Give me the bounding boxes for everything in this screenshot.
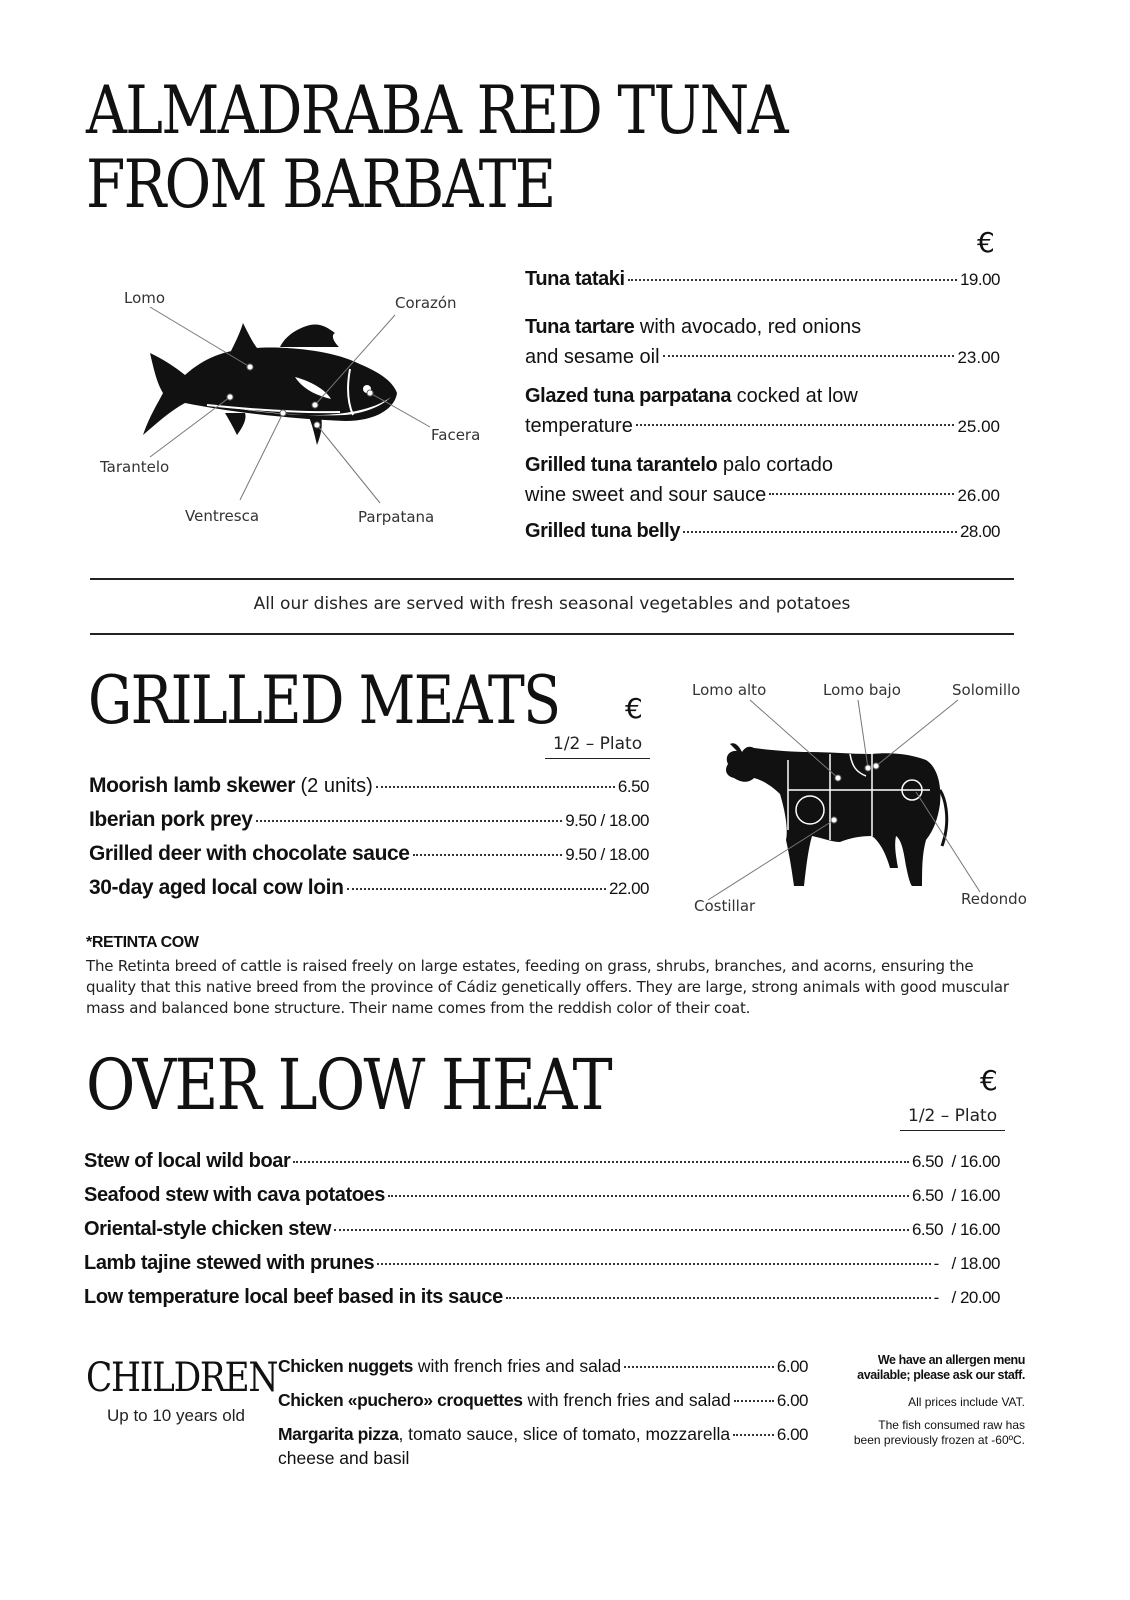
meat-item-deer: [89, 842, 649, 866]
tuna-label-facera: Facera: [431, 426, 481, 444]
children-subtitle: Up to 10 years old: [107, 1406, 245, 1425]
divider-bottom: [90, 633, 1014, 635]
children-item-desc: , tomato sauce, slice of tomato, mozzarella: [398, 1424, 731, 1444]
leader-dots: [506, 1297, 931, 1299]
children-item-nuggets: [278, 1356, 808, 1377]
divider-top: [90, 578, 1014, 580]
low-item-price: 6.50 / 16.00: [911, 1220, 1000, 1239]
allergen-line2: available; please ask our staff.: [857, 1368, 1025, 1382]
cow-label-lomo-bajo: Lomo bajo: [823, 681, 901, 699]
tuna-item-desc: with avocado, red onions: [634, 316, 862, 338]
vat-note: All prices include VAT.: [908, 1395, 1025, 1409]
children-title: CHILDREN: [86, 1355, 278, 1401]
meat-item-name: Grilled deer with chocolate sauce: [89, 842, 410, 865]
allergen-line1: We have an allergen menu: [877, 1353, 1025, 1367]
tuna-item-desc2: and sesame oil: [525, 346, 660, 368]
leader-dots: [293, 1161, 909, 1163]
children-item-pizza-desc2: cheese and basil: [278, 1448, 410, 1468]
low-heat-portion-label: 1/2 – Plato: [900, 1106, 1005, 1131]
low-item-price: 6.50 / 16.00: [911, 1186, 1000, 1205]
meats-currency-symbol: €: [625, 692, 643, 725]
meat-item-cow-loin: [89, 876, 649, 900]
children-item-name: Chicken «puchero» croquettes: [278, 1390, 523, 1410]
leader-dots: [256, 820, 563, 822]
leader-dots: [628, 279, 957, 281]
cow-label-costillar: Costillar: [694, 897, 756, 915]
meat-item-price: 6.50: [617, 777, 649, 796]
tuna-item-belly: [525, 520, 1000, 543]
tuna-item-name: Grilled tuna belly: [525, 520, 681, 542]
retinta-title: *RETINTA COW: [86, 934, 199, 951]
leader-dots: [388, 1195, 909, 1197]
low-item-name: Low temperature local beef based in its sauce: [84, 1286, 503, 1308]
leader-dots: [413, 854, 563, 856]
low-item-name: Seafood stew with cava potatoes: [84, 1184, 386, 1206]
frozen-line2: been previously frozen at -60ºC.: [853, 1433, 1025, 1447]
tuna-item-price: 19.00: [959, 270, 1000, 289]
tuna-item-desc2: wine sweet and sour sauce: [525, 484, 767, 506]
cow-label-solomillo: Solomillo: [952, 681, 1021, 699]
cow-label-lomo-alto: Lomo alto: [692, 681, 767, 699]
children-item-name: Margarita pizza: [278, 1424, 399, 1444]
children-item-price: 6.00: [776, 1391, 808, 1410]
children-item-desc: with french fries and salad: [413, 1356, 622, 1376]
tuna-item-parpatana: [525, 381, 1000, 442]
tuna-item-desc2: temperature: [525, 415, 633, 437]
tuna-item-tartare: [525, 312, 1000, 373]
allergen-note: [825, 1353, 1025, 1383]
tuna-label-ventresca: Ventresca: [185, 507, 260, 525]
low-item-seafood: [84, 1184, 1000, 1207]
children-item-price: 6.00: [776, 1357, 808, 1376]
frozen-note: [825, 1418, 1025, 1448]
low-item-lamb-tajine: [84, 1252, 1000, 1275]
leader-dots: [347, 888, 606, 890]
retinta-text: The Retinta breed of cattle is raised freely on large estates, feeding on grass, shrubs, branches, and acorns, ensuring the quality that this native breed from the province of Cádiz genetically offers. They are large, strong animals with good muscular mass and balanced bone structure. Their name comes from the reddish color of their coat.: [86, 957, 1009, 1017]
tuna-label-parpatana: Parpatana: [358, 508, 435, 526]
cow-silhouette-icon: [726, 743, 947, 886]
low-item-price: 6.50 / 16.00: [911, 1152, 1000, 1171]
frozen-line1: The fish consumed raw has: [878, 1418, 1025, 1432]
meat-item-price: 22.00: [608, 879, 649, 898]
leader-dots: [334, 1229, 909, 1231]
low-item-price: - / 20.00: [933, 1288, 1000, 1307]
low-item-boar: [84, 1150, 1000, 1173]
meat-item-name: Moorish lamb skewer: [89, 774, 295, 797]
tuna-title-line2: FROM BARBATE: [86, 146, 555, 223]
tuna-label-corazon: Corazón: [395, 294, 457, 312]
meats-portion-label: 1/2 – Plato: [545, 734, 650, 759]
meat-item-pork: [89, 808, 649, 832]
meat-item-name: 30-day aged local cow loin: [89, 876, 344, 899]
meat-item-lamb: [89, 774, 649, 798]
leader-dots: [624, 1366, 774, 1368]
meats-title: GRILLED MEATS: [88, 662, 560, 739]
low-item-name: Lamb tajine stewed with prunes: [84, 1252, 375, 1274]
tuna-title-line1: ALMADRABA RED TUNA: [86, 72, 787, 149]
tuna-item-desc: cocked at low: [731, 385, 858, 407]
children-item-name: Chicken nuggets: [278, 1356, 413, 1376]
meat-item-desc: (2 units): [294, 775, 373, 797]
low-item-name: Oriental-style chicken stew: [84, 1218, 332, 1240]
tuna-item-price: 26.00: [957, 486, 1000, 505]
low-heat-title: OVER LOW HEAT: [86, 1044, 611, 1126]
tuna-fish-diagram: [95, 285, 495, 535]
tuna-item-name: Glazed tuna parpatana: [525, 385, 732, 407]
served-note: All our dishes are served with fresh seasonal vegetables and potatoes: [253, 594, 851, 614]
tuna-item-name: Tuna tartare: [525, 316, 635, 338]
tuna-label-tarantelo: Tarantelo: [100, 458, 170, 476]
cow-diagram: [690, 690, 1030, 910]
tuna-item-price: 28.00: [959, 522, 1000, 541]
children-item-desc: with french fries and salad: [522, 1390, 731, 1410]
leader-dots: [733, 1434, 774, 1436]
tuna-item-desc: palo cortado: [717, 454, 833, 476]
tuna-item-name: Grilled tuna tarantelo: [525, 454, 718, 476]
low-item-chicken: [84, 1218, 1000, 1241]
tuna-item-tarantelo: [525, 450, 1000, 511]
tuna-currency-symbol: €: [977, 226, 995, 259]
leader-dots: [734, 1400, 774, 1402]
cow-label-redondo: Redondo: [961, 890, 1027, 908]
children-item-price: 6.00: [776, 1425, 808, 1444]
leader-dots: [683, 531, 957, 533]
low-item-beef: [84, 1286, 1000, 1309]
tuna-item-tataki: [525, 268, 1000, 291]
tuna-item-name: Tuna tataki: [525, 268, 625, 290]
low-item-price: - / 18.00: [933, 1254, 1000, 1273]
tuna-silhouette-icon: [143, 323, 397, 445]
leader-dots: [377, 1263, 930, 1265]
children-item-pizza: [278, 1424, 808, 1445]
tuna-label-lomo: Lomo: [124, 289, 166, 307]
children-item-croquettes: [278, 1390, 808, 1411]
meat-item-price: 9.50 / 18.00: [565, 811, 649, 830]
meat-item-name: Iberian pork prey: [89, 808, 253, 831]
low-heat-currency-symbol: €: [980, 1064, 998, 1097]
meat-item-price: 9.50 / 18.00: [565, 845, 649, 864]
low-item-name: Stew of local wild boar: [84, 1150, 291, 1172]
tuna-item-price: 23.00: [957, 348, 1000, 367]
tuna-item-price: 25.00: [957, 417, 1000, 436]
leader-dots: [376, 786, 615, 788]
